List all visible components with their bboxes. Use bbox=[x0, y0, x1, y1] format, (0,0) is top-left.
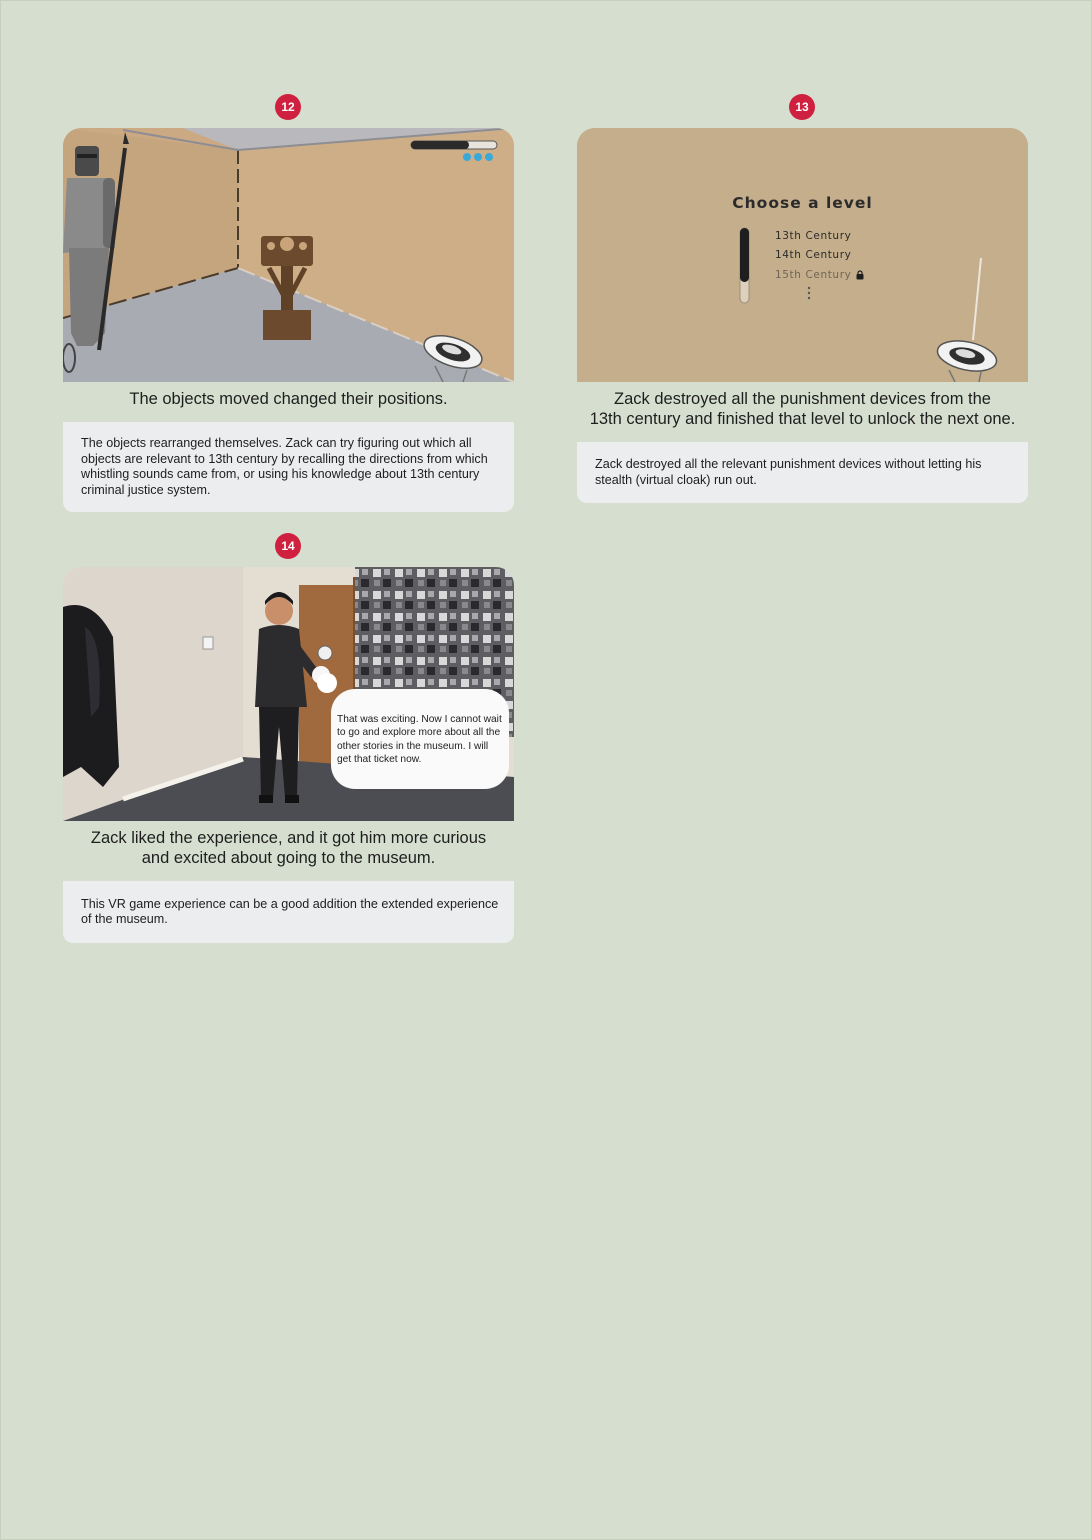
speech-bubble: That was exciting. Now I cannot wait to go and explore more about all the other stories in the museum. I will get that ticket now. bbox=[331, 689, 509, 789]
panel-caption bbox=[577, 389, 1028, 429]
panel-number-badge: 13 bbox=[789, 94, 815, 120]
level-option-13th[interactable]: 13th Century bbox=[775, 230, 852, 242]
level-option-15th[interactable]: 15th Century bbox=[775, 269, 852, 281]
level-option-14th[interactable]: 14th Century bbox=[775, 249, 852, 261]
lock-icon bbox=[856, 270, 864, 280]
panel-caption bbox=[63, 828, 514, 868]
level-menu-title: Choose a level bbox=[732, 194, 873, 212]
panel-caption: The objects moved changed their positions. bbox=[129, 390, 448, 408]
game-scene-image bbox=[63, 128, 514, 382]
caption-line: and excited about going to the museum. bbox=[141, 849, 436, 867]
panel-note: The objects rearranged themselves. Zack can try figuring out which all objects are relevant to 13th century by recalling the directions from which whistling sounds came from, or using his knowledge about 13th century criminal justice system. bbox=[63, 422, 514, 512]
room-photo-image bbox=[63, 567, 514, 821]
caption-line: 13th century and finished that level to unlock the next one. bbox=[589, 410, 1016, 428]
caption-line: Zack destroyed all the punishment devices from the bbox=[614, 390, 991, 408]
level-menu-image bbox=[577, 128, 1028, 382]
panel-note: Zack destroyed all the relevant punishment devices without letting his stealth (virtual cloak) run out. bbox=[577, 442, 1028, 503]
panel-note: This VR game experience can be a good addition the extended experience of the museum. bbox=[63, 881, 514, 943]
panel-number-badge: 14 bbox=[275, 533, 301, 559]
panel-number-badge: 12 bbox=[275, 94, 301, 120]
caption-line: Zack liked the experience, and it got him more curious bbox=[90, 829, 487, 847]
